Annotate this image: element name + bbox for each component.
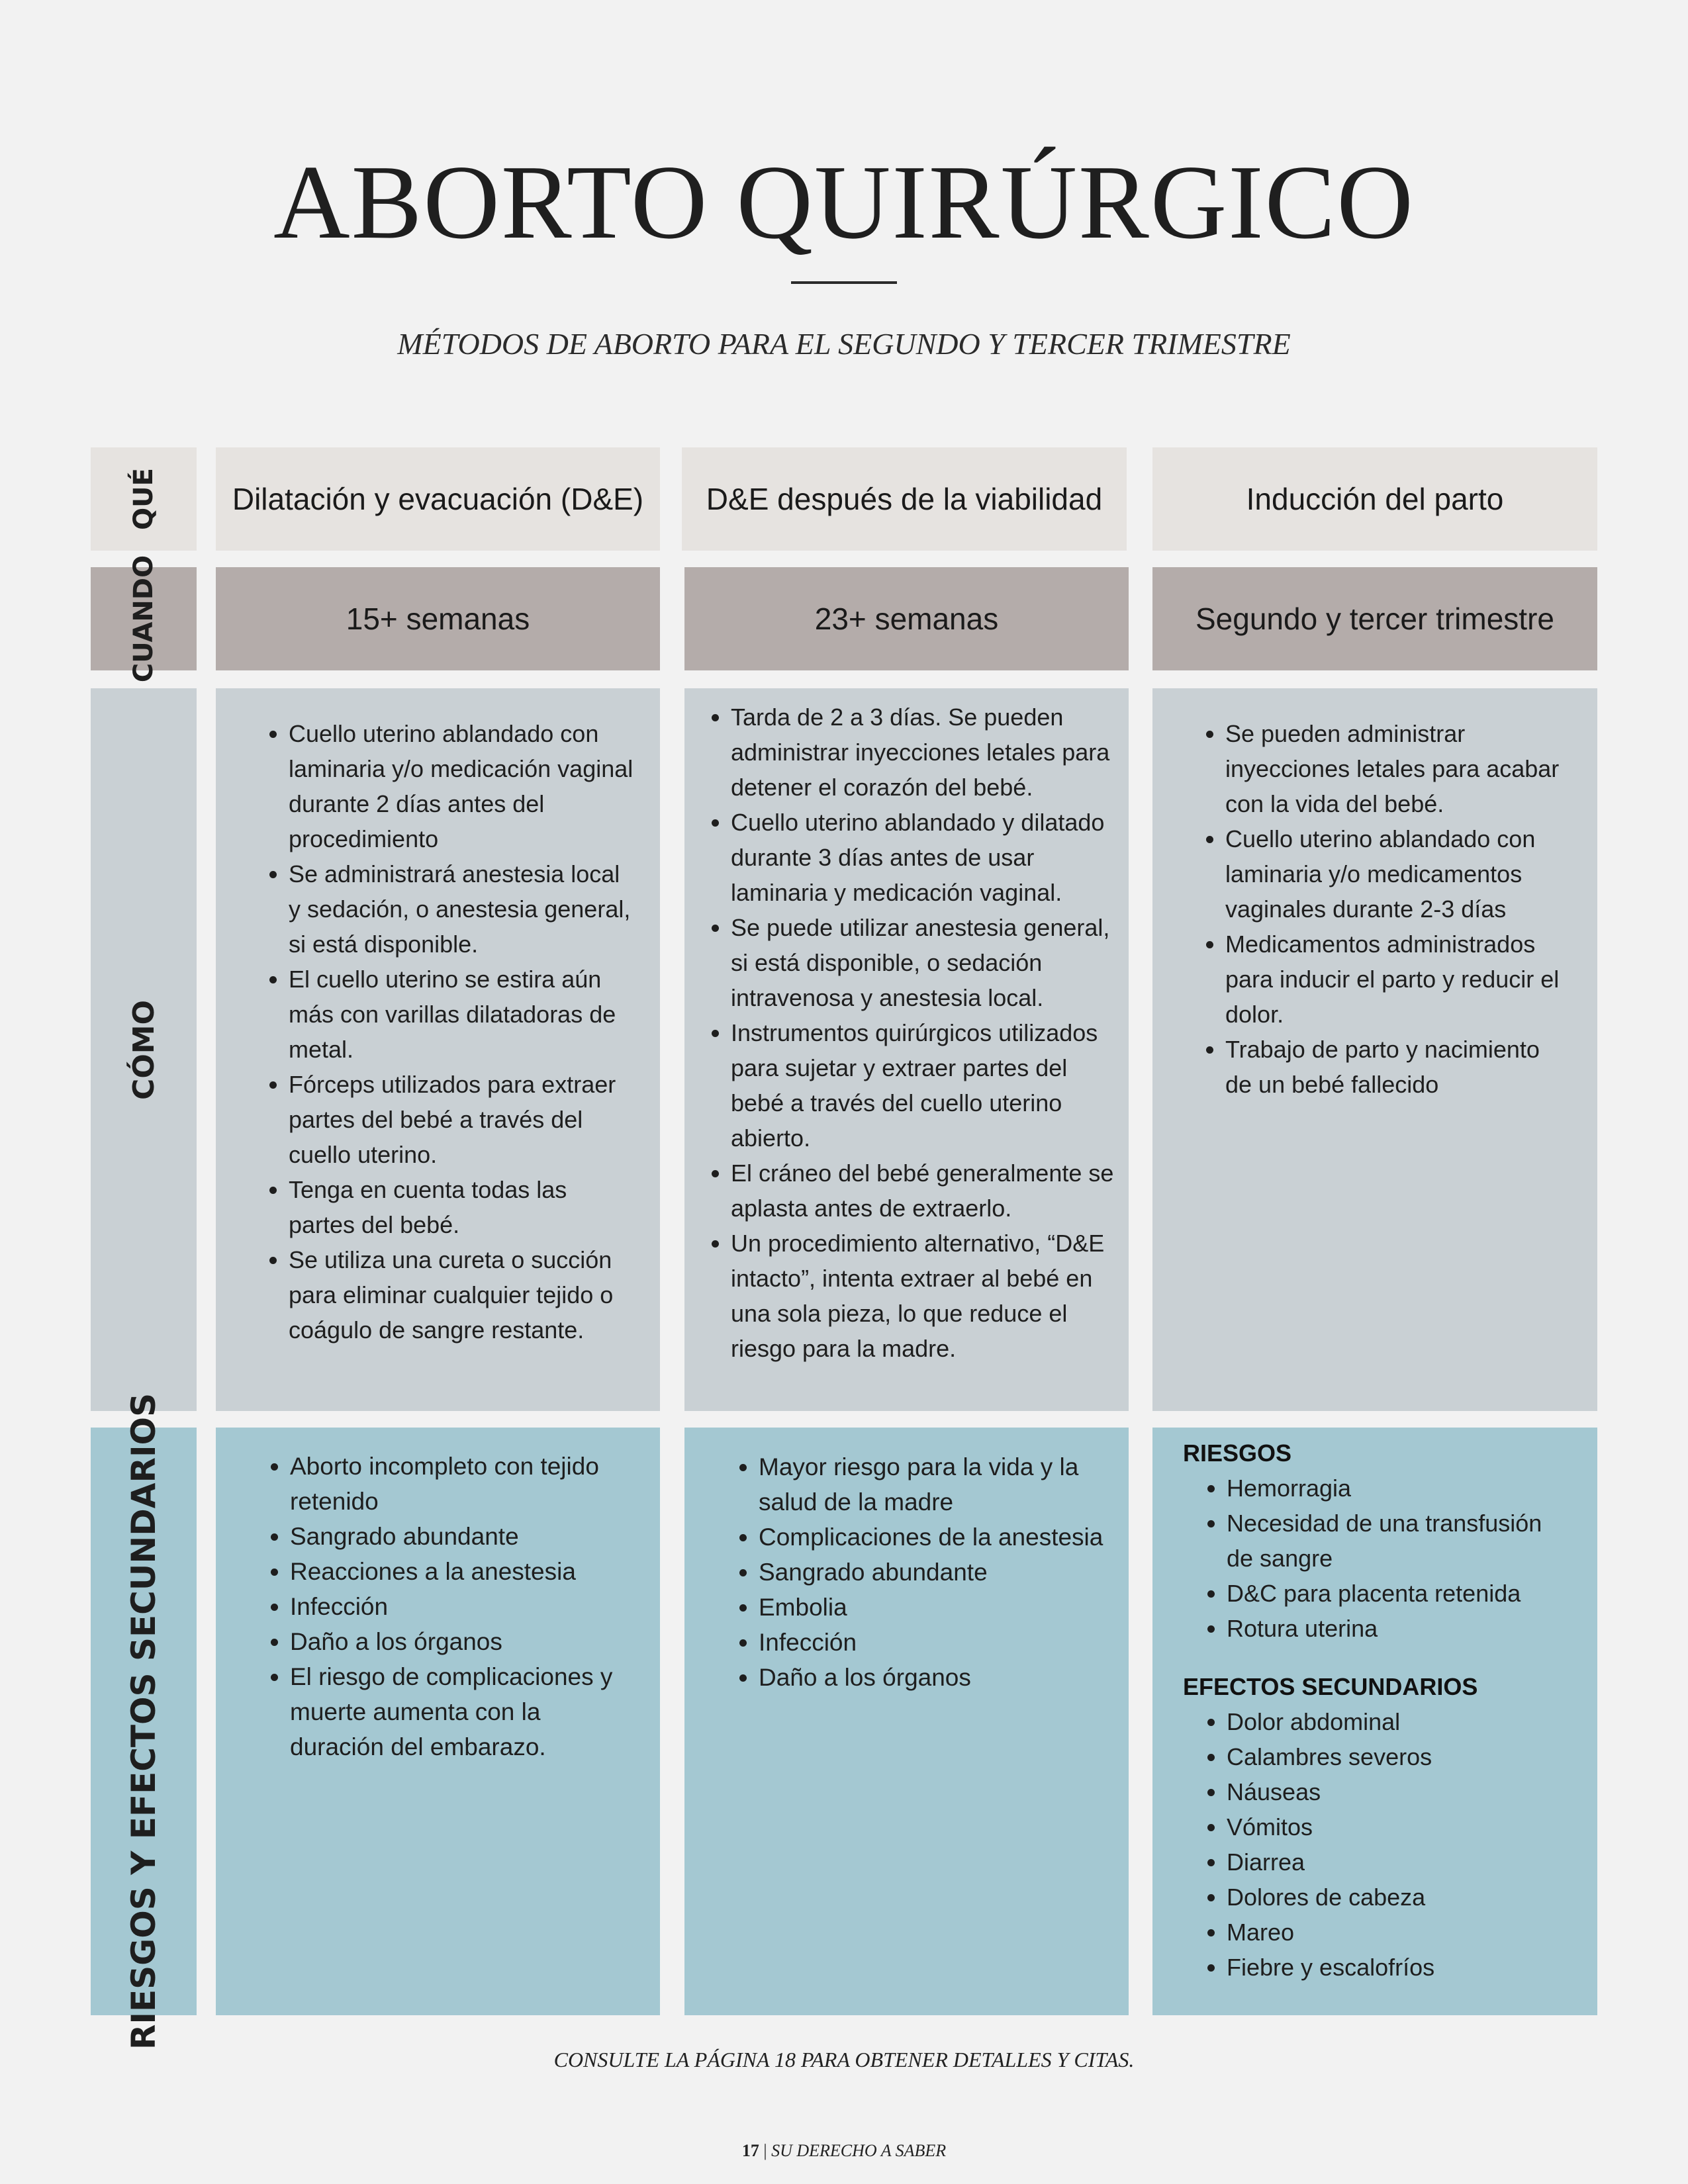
- como-cell-3: [1152, 688, 1597, 1411]
- row-label-que: [91, 447, 197, 551]
- list-item: • Se utiliza una cureta o succión para eliminar cualquier tejido o coágulo de sangre restante.: [289, 1242, 633, 1347]
- list-item: • Instrumentos quirúrgicos utilizados para sujetar y extraer partes del bebé a través del cuello uterino abierto.: [731, 1015, 1123, 1156]
- que-cell-2: [682, 447, 1127, 551]
- list-item: • Se puede utilizar anestesia general, si está disponible, o sedación intravenosa y anestesia local.: [731, 910, 1123, 1015]
- method-name: D&E después de la viabilidad: [706, 482, 1103, 516]
- list-item: • Sangrado abundante: [290, 1519, 633, 1554]
- list-item: • Infección: [759, 1625, 1109, 1660]
- list-item: • Infección: [290, 1589, 633, 1624]
- cuando-cell-2: [684, 567, 1129, 670]
- list-item: • Vómitos: [1227, 1809, 1564, 1844]
- como-cell-1: [216, 688, 660, 1411]
- cuando-cell-1: [216, 567, 660, 670]
- list-item: • Trabajo de parto y nacimiento de un bebé fallecido: [1225, 1032, 1564, 1102]
- side-effects-heading: EFECTOS SECUNDARIOS: [1183, 1673, 1478, 1700]
- method-name: Dilatación y evacuación (D&E): [232, 482, 644, 516]
- list-item: • Un procedimiento alternativo, “D&E intacto”, intenta extraer al bebé en una sola pieza, lo que reduce el riesgo para la madre.: [731, 1226, 1123, 1366]
- como-cell-2: [684, 688, 1129, 1411]
- list-item: • Complicaciones de la anestesia: [759, 1520, 1109, 1555]
- list-item: • Embolia: [759, 1590, 1109, 1625]
- list-item: • Daño a los órganos: [759, 1660, 1109, 1695]
- list-item: • Reacciones a la anestesia: [290, 1554, 633, 1589]
- procedure-list: [1192, 716, 1564, 1102]
- timing-text: Segundo y tercer trimestre: [1195, 602, 1554, 636]
- row-label-cuando-text: CUANDO: [128, 555, 159, 683]
- list-item: • Mayor riesgo para la vida y la salud de la madre: [759, 1449, 1109, 1520]
- risk-list: [1183, 1471, 1564, 1646]
- page-number: 17: [741, 2141, 759, 2160]
- list-item: • Medicamentos administrados para inducir el parto y reducir el dolor.: [1225, 927, 1564, 1032]
- list-item: • El cuello uterino se estira aún más con varillas dilatadoras de metal.: [289, 962, 633, 1067]
- page-title: ABORTO QUIRÚRGICO: [273, 143, 1415, 261]
- cuando-cell-3: [1152, 567, 1597, 670]
- list-item: • Fiebre y escalofríos: [1227, 1950, 1564, 1985]
- que-cell-3: [1152, 447, 1597, 551]
- procedure-list: [256, 716, 633, 1347]
- row-label-riesgos-text: RIESGOS Y EFECTOS SECUNDARIOS: [124, 1392, 164, 2050]
- procedure-list: [698, 700, 1123, 1366]
- row-label-como: [91, 688, 197, 1411]
- page-subtitle: MÉTODOS DE ABORTO PARA EL SEGUNDO Y TERCER TRIMESTRE: [397, 327, 1291, 361]
- footer-separator: |: [763, 2141, 767, 2160]
- list-item: • Necesidad de una transfusión de sangre: [1227, 1506, 1564, 1576]
- risk-list: [257, 1449, 633, 1764]
- list-item: • Cuello uterino ablandado con laminaria y/o medicación vaginal durante 2 días antes del procedimiento: [289, 716, 633, 856]
- publication-name: SU DERECHO A SABER: [771, 2141, 947, 2160]
- list-item: • Rotura uterina: [1227, 1611, 1564, 1646]
- list-item: • El cráneo del bebé generalmente se aplasta antes de extraerlo.: [731, 1156, 1123, 1226]
- list-item: • Mareo: [1227, 1915, 1564, 1950]
- list-item: • Fórceps utilizados para extraer partes del bebé a través del cuello uterino.: [289, 1067, 633, 1172]
- que-cell-1: [216, 447, 660, 551]
- list-item: • Náuseas: [1227, 1774, 1564, 1809]
- list-item: • Aborto incompleto con tejido retenido: [290, 1449, 633, 1519]
- title-divider: [791, 281, 897, 284]
- footer-note: CONSULTE LA PÁGINA 18 PARA OBTENER DETALLES Y CITAS.: [553, 2048, 1135, 2071]
- row-label-riesgos: [91, 1392, 197, 2050]
- timing-text: 15+ semanas: [346, 602, 530, 636]
- list-item: • Cuello uterino ablandado con laminaria y/o medicamentos vaginales durante 2-3 días: [1225, 821, 1564, 927]
- list-item: • Tenga en cuenta todas las partes del bebé.: [289, 1172, 633, 1242]
- list-item: • Tarda de 2 a 3 días. Se pueden administrar inyecciones letales para detener el corazón del bebé.: [731, 700, 1123, 805]
- timing-text: 23+ semanas: [814, 602, 999, 636]
- row-label-cuando: [91, 555, 197, 683]
- list-item: • Diarrea: [1227, 1844, 1564, 1880]
- list-item: • Dolores de cabeza: [1227, 1880, 1564, 1915]
- list-item: • Sangrado abundante: [759, 1555, 1109, 1590]
- list-item: • Hemorragia: [1227, 1471, 1564, 1506]
- riesgos-cell-2: [684, 1428, 1129, 2015]
- list-item: • Se pueden administrar inyecciones letales para acabar con la vida del bebé.: [1225, 716, 1564, 821]
- side-effects-list: [1183, 1704, 1564, 1985]
- row-label-que-text: QUÉ: [128, 468, 159, 530]
- riesgos-cell-3: [1152, 1428, 1597, 2015]
- list-item: • Dolor abdominal: [1227, 1704, 1564, 1739]
- page-footer: [0, 2140, 1688, 2162]
- list-item: • D&C para placenta retenida: [1227, 1576, 1564, 1611]
- list-item: • Cuello uterino ablandado y dilatado durante 3 días antes de usar laminaria y medicación vaginal.: [731, 805, 1123, 910]
- riesgos-cell-1: [216, 1428, 660, 2015]
- method-name: Inducción del parto: [1246, 482, 1504, 516]
- row-label-como-text: CÓMO: [126, 999, 161, 1100]
- list-item: • El riesgo de complicaciones y muerte aumenta con la duración del embarazo.: [290, 1659, 633, 1764]
- risks-heading: RIESGOS: [1183, 1439, 1292, 1467]
- list-item: • Se administrará anestesia local y sedación, o anestesia general, si está disponible.: [289, 856, 633, 962]
- list-item: • Daño a los órganos: [290, 1624, 633, 1659]
- risk-list: [726, 1449, 1109, 1695]
- list-item: • Calambres severos: [1227, 1739, 1564, 1774]
